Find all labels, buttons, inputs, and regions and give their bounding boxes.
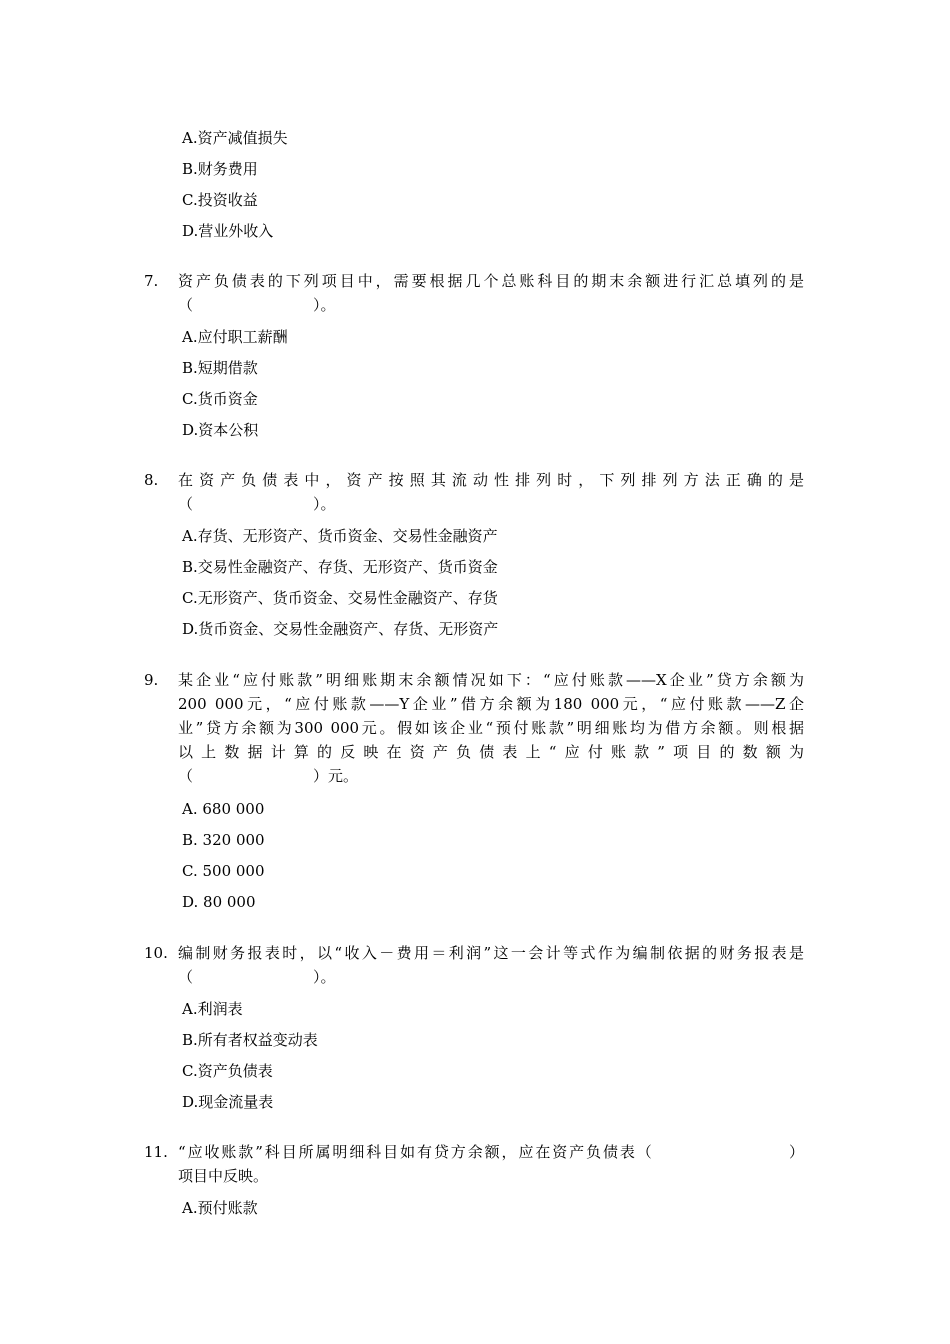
q11-text-line-2: 项目中反映。 <box>178 1167 269 1185</box>
q8-option-a: A.存货、无形资产、货币资金、交易性金融资产 <box>182 527 498 545</box>
q10-option-d: D.现金流量表 <box>182 1093 274 1111</box>
q7-number: 7. <box>144 272 159 290</box>
q6-option-b: B.财务费用 <box>182 160 258 178</box>
q6-option-c: C.投资收益 <box>182 191 258 209</box>
q9-option-d: D. 80 000 <box>182 893 256 911</box>
q9-text-line-5: （ ）元。 <box>178 767 359 785</box>
q10-text-line-2: （ ）。 <box>178 968 336 986</box>
q7-option-b: B.短期借款 <box>182 359 258 377</box>
q9-number: 9. <box>144 671 159 689</box>
q10-option-c: C.资产负债表 <box>182 1062 273 1080</box>
q7-text-line-2: （ ）。 <box>178 296 336 314</box>
q11-text-line-1: “应收账款”科目所属明细科目如有贷方余额，应在资产负债表（ ） <box>178 1143 804 1161</box>
q7-option-d: D.资本公积 <box>182 421 259 439</box>
q8-number: 8. <box>144 471 159 489</box>
q9-text-line-2: 200 000元，“应付账款——Y企业”借方余额为180 000元，“应付账款——Z企 <box>178 695 804 713</box>
q8-text-line-2: （ ）。 <box>178 495 336 513</box>
q8-option-b: B.交易性金融资产、存货、无形资产、货币资金 <box>182 558 498 576</box>
q7-option-a: A.应付职工薪酬 <box>182 328 288 346</box>
q10-option-a: A.利润表 <box>182 1000 243 1018</box>
q6-option-a: A.资产减值损失 <box>182 129 288 147</box>
q11-option-a: A.预付账款 <box>182 1199 258 1217</box>
q8-option-d: D.货币资金、交易性金融资产、存货、无形资产 <box>182 620 499 638</box>
q8-option-c: C.无形资产、货币资金、交易性金融资产、存货 <box>182 589 498 607</box>
q9-option-c: C. 500 000 <box>182 862 265 880</box>
q9-text-line-3: 业”贷方余额为300 000元。假如该企业“预付账款”明细账均为借方余额。则根据 <box>178 719 804 737</box>
q11-number: 11. <box>144 1143 168 1161</box>
q8-text-line-1: 在资产负债表中，资产按照其流动性排列时，下列排列方法正确的是 <box>178 471 804 489</box>
q9-option-a: A. 680 000 <box>182 800 265 818</box>
q9-text-line-4: 以上数据计算的反映在资产负债表上“应付账款”项目的数额为 <box>178 743 804 761</box>
q7-text-line-1: 资产负债表的下列项目中，需要根据几个总账科目的期末余额进行汇总填列的是 <box>178 272 804 290</box>
q9-text-line-1: 某企业“应付账款”明细账期末余额情况如下：“应付账款——X企业”贷方余额为 <box>178 671 804 689</box>
q9-option-b: B. 320 000 <box>182 831 265 849</box>
q7-option-c: C.货币资金 <box>182 390 258 408</box>
q10-number: 10. <box>144 944 168 962</box>
q10-option-b: B.所有者权益变动表 <box>182 1031 318 1049</box>
q6-option-d: D.营业外收入 <box>182 222 274 240</box>
q10-text-line-1: 编制财务报表时，以“收入－费用＝利润”这一会计等式作为编制依据的财务报表是 <box>178 944 804 962</box>
